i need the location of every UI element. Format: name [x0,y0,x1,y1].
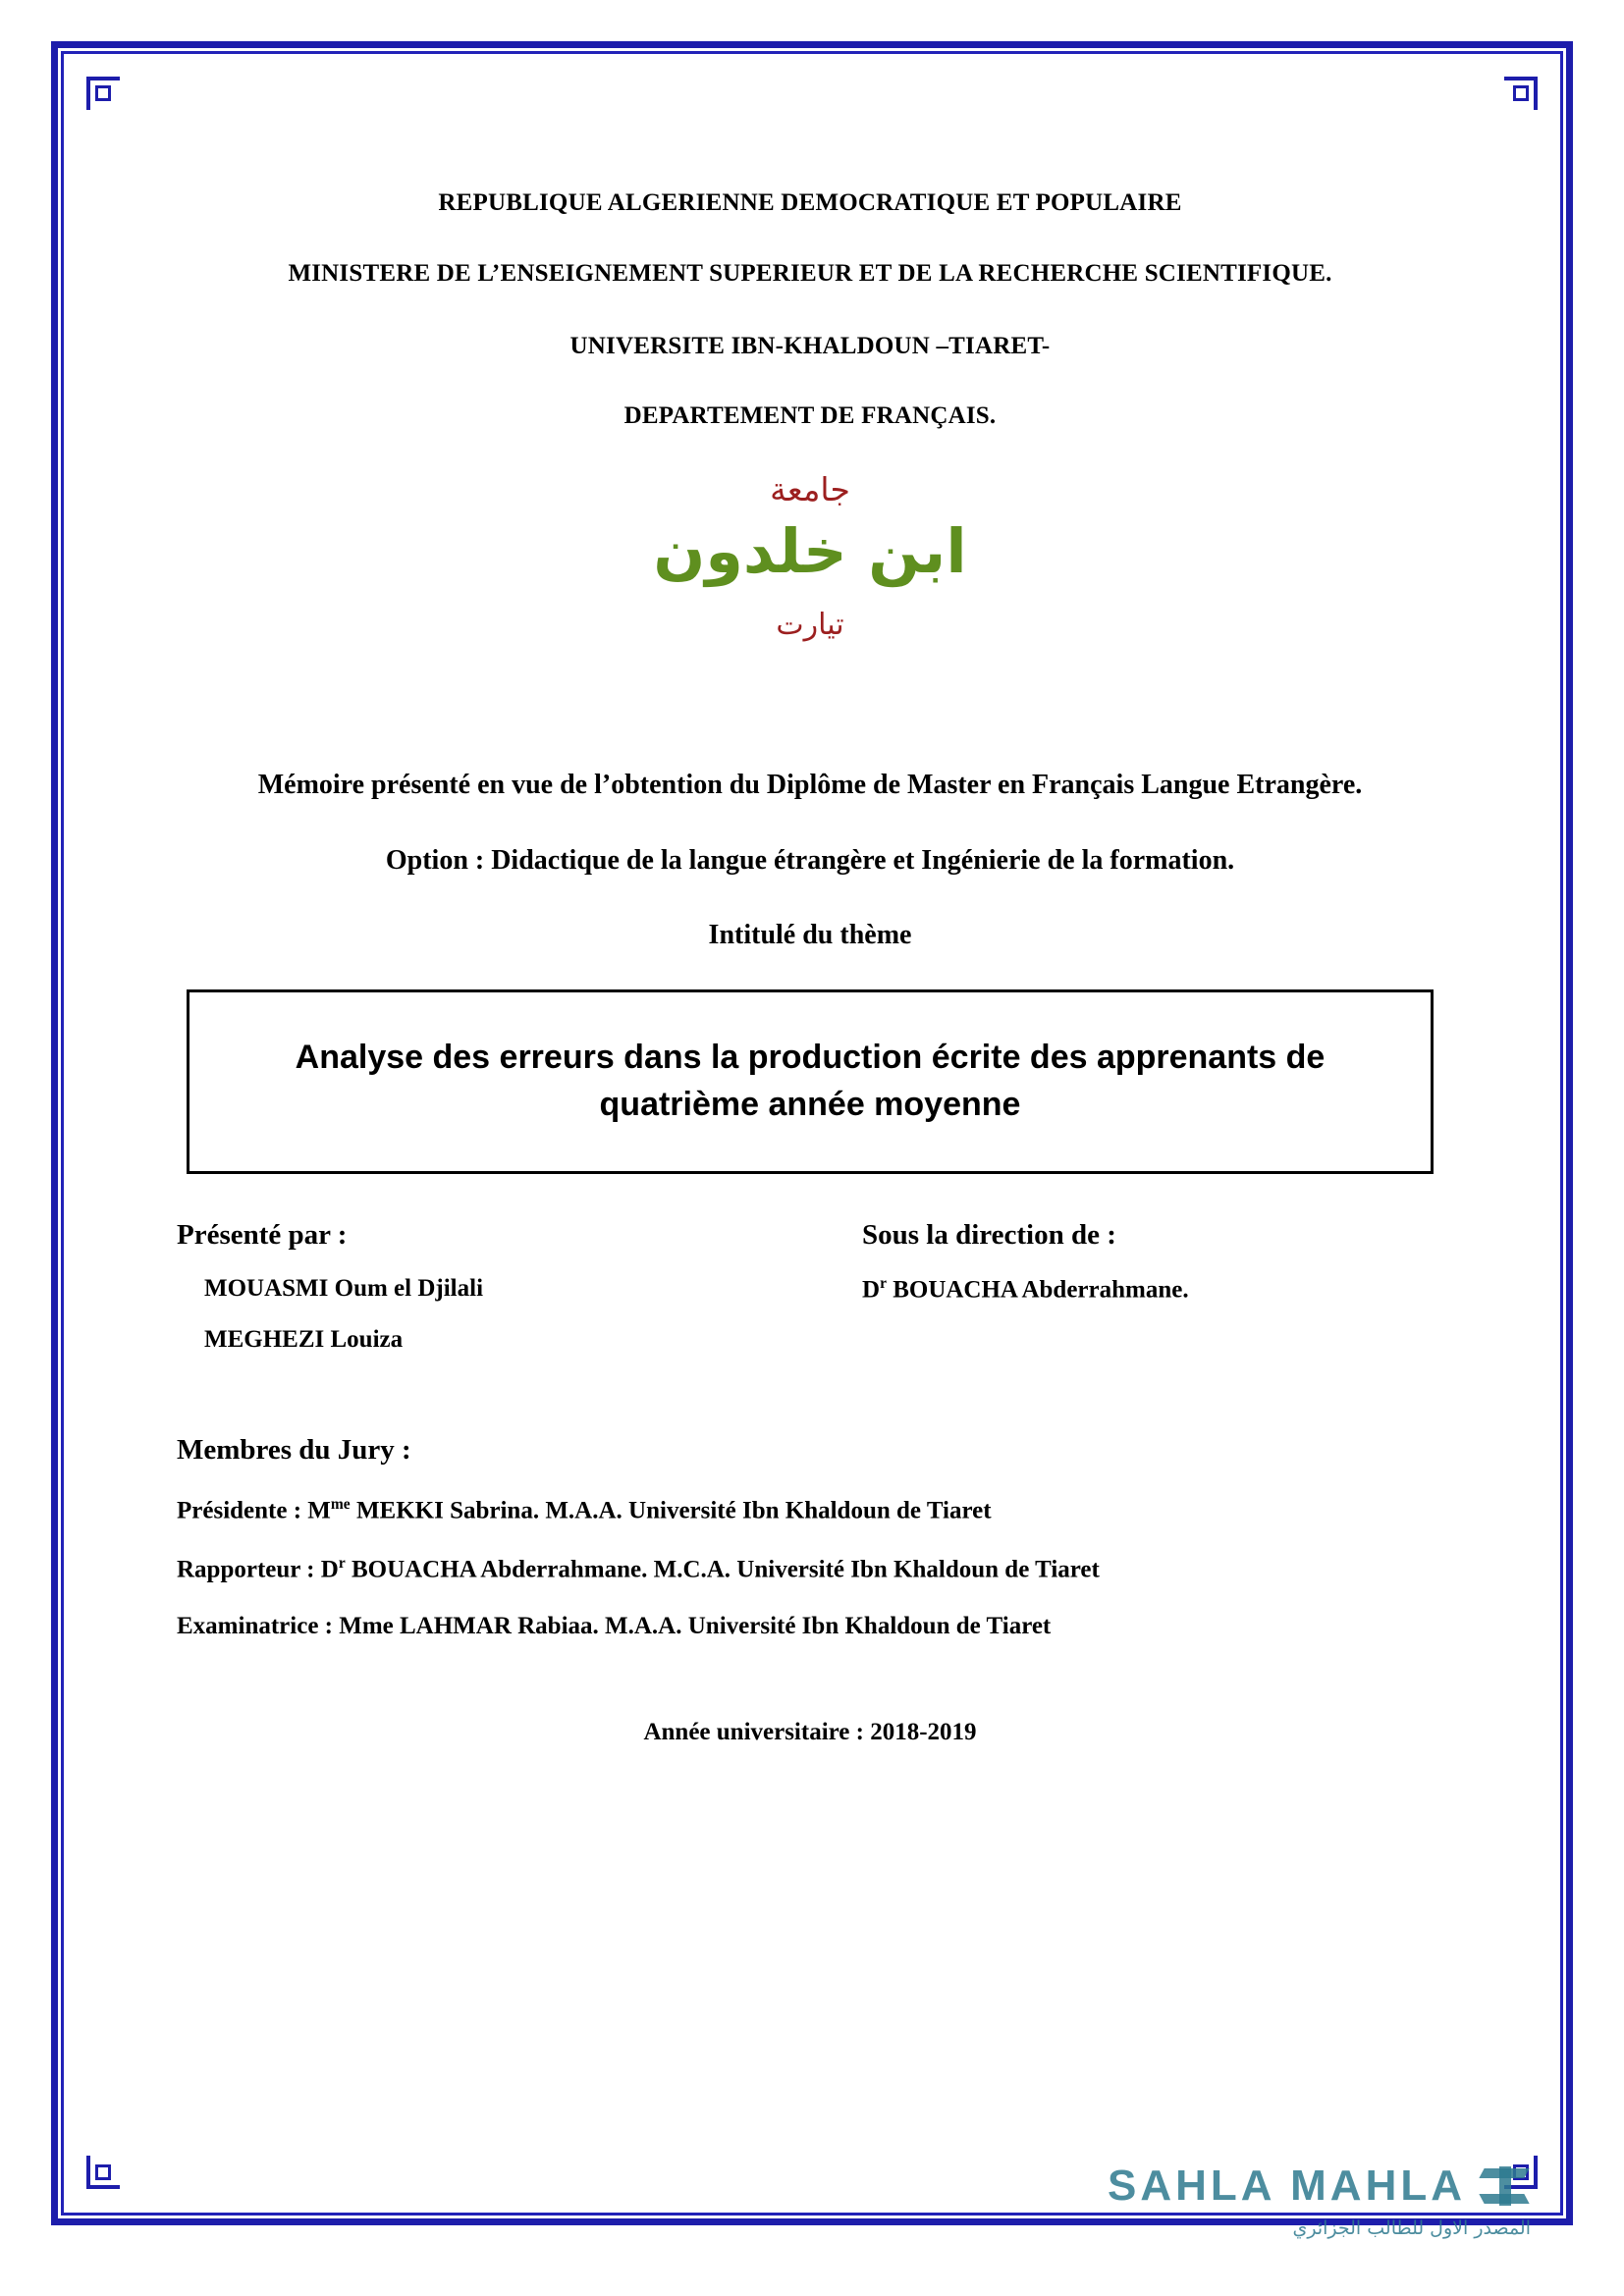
author-name-1: MOUASMI Oum el Djilali [204,1275,484,1303]
border-corner-bottom-left [86,2156,120,2189]
border-corner-bottom-right [1504,2156,1538,2189]
emblem-arabic-bottom: تيارت [776,608,844,642]
people-section [177,1219,1443,1377]
watermark-subtitle: المصدر الاول للطالب الجزائري [1292,2217,1531,2239]
jury-member-3-prefix: Examinatrice : Mme LAHMAR Rabiaa. M.A.A. Université Ibn Khaldoun de Tiaret [177,1612,1052,1639]
jury-member-2-prefix: Rapporteur : D [177,1555,339,1582]
emblem-arabic-top: جامعة [770,470,850,508]
option-statement: Option : Didactique de la langue étrangère et Ingénierie de la formation. [385,844,1235,876]
academic-year: Année universitaire : 2018-2019 [643,1718,977,1745]
watermark-text: SAHLA MAHLA [1108,2162,1466,2210]
jury-member-1-rest: MEKKI Sabrina. M.A.A. Université Ibn Khaldoun de Tiaret [350,1497,992,1524]
supervisor-column [805,1219,1434,1377]
header-ministry: MINISTERE DE L’ENSEIGNEMENT SUPERIEUR ET DE LA RECHERCHE SCIENTIFIQUE. [288,259,1332,287]
jury-member-rapporteur [177,1555,1443,1583]
border-corner-top-right [1504,77,1538,110]
supervisor-name-rest: BOUACHA Abderrahmane. [886,1276,1189,1304]
jury-member-president [177,1496,1443,1524]
jury-member-1-sup: me [330,1496,351,1514]
supervisor-name [862,1275,1434,1304]
jury-member-2-rest: BOUACHA Abderrahmane. M.C.A. Université Ibn Khaldoun de Tiaret [345,1555,1100,1582]
emblem-arabic-middle: ابن خلدون [653,515,967,587]
supervisor-name-prefix: D [862,1276,881,1304]
supervisor-name-superscript: r [880,1275,887,1293]
jury-member-2-sup: r [338,1554,346,1572]
header-department: DEPARTEMENT DE FRANÇAIS. [623,402,997,430]
degree-statement: Mémoire présenté en vue de l’obtention du Diplôme de Master en Français Langue Etrangère. [257,770,1363,800]
emblem-container [177,470,1443,681]
university-emblem [653,470,967,681]
thesis-title: Analyse des erreurs dans la production écrite des apprenants de quatrième année moyenne [295,1038,1326,1124]
author-name-2: MEGHEZI Louiza [204,1326,404,1354]
thesis-title-box [187,989,1434,1175]
header-republic: REPUBLIQUE ALGERIENNE DEMOCRATIQUE ET POPULAIRE [438,189,1182,216]
jury-member-1-prefix: Présidente : M [177,1497,331,1524]
border-corner-top-left [86,77,120,110]
theme-label: Intitulé du thème [708,920,912,951]
authors-role-label: Présenté par : [177,1219,348,1252]
cover-page-content [177,187,1443,1746]
jury-member-examiner [177,1613,1443,1640]
jury-title: Membres du Jury : [177,1434,411,1467]
header-university: UNIVERSITE IBN-KHALDOUN –TIARET- [569,332,1051,359]
authors-column [177,1219,805,1377]
supervisor-role-label: Sous la direction de : [862,1219,1116,1252]
